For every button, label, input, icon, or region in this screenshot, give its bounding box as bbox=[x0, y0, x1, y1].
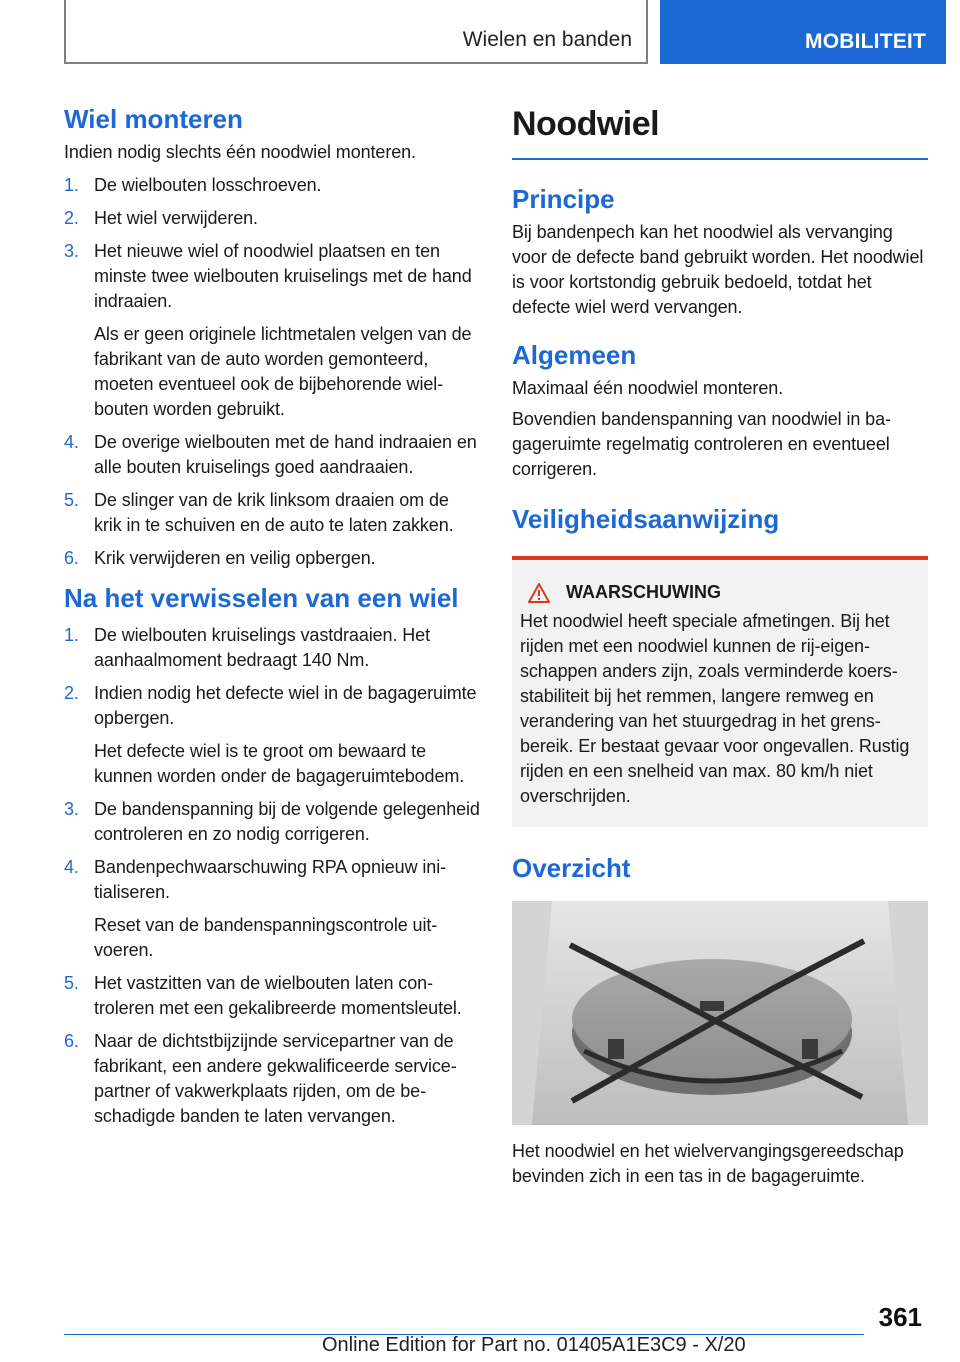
step-text: Bandenpechwaarschuwing RPA opnieuw initialiseren. bbox=[94, 857, 447, 902]
step-number: 6. bbox=[64, 1031, 79, 1051]
spare-wheel-photo bbox=[512, 901, 928, 1125]
step-text: De wielbouten losschroeven. bbox=[94, 175, 322, 195]
list-item bbox=[64, 681, 480, 789]
step-text: De slinger van de krik linksom draaien om de krik in te schuiven en de auto te laten zakken. bbox=[94, 490, 454, 535]
list-item bbox=[64, 971, 480, 1021]
step-text: De overige wielbouten met de hand indraaien en alle bouten kruiselings goed aandraaien. bbox=[94, 432, 477, 477]
footer-edition: Online Edition for Part no. 01405A1E3C9 - X/20 bbox=[322, 1334, 746, 1356]
step-number: 2. bbox=[64, 683, 79, 703]
page-title: Noodwiel bbox=[512, 105, 660, 143]
step-text: Het vastzitten van de wielbouten laten controleren met een gekalibreerde momentsleutel. bbox=[94, 973, 462, 1018]
step-note: Als er geen originele lichtmetalen velgen van de fabrikant van de auto worden gemonteerd, moeten eventueel ook de bijbehorende wielbouten worden gebruikt. bbox=[94, 324, 472, 419]
spare-wheel-illustration bbox=[512, 901, 928, 1125]
step-note: Reset van de bandenspanningscontrole uitvoeren. bbox=[94, 915, 438, 960]
step-text: Krik verwijderen en veilig opbergen. bbox=[94, 548, 376, 568]
step-number: 4. bbox=[64, 857, 79, 877]
header-chapter-tab bbox=[660, 0, 946, 64]
step-number: 2. bbox=[64, 208, 79, 228]
step-text: Het nieuwe wiel of noodwiel plaatsen en ten minste twee wielbouten kruiselings met de hand indraaien. bbox=[94, 241, 472, 311]
step-number: 1. bbox=[64, 175, 79, 195]
mount-title: Wiel monteren bbox=[64, 104, 243, 134]
mount-intro: Indien nodig slechts één noodwiel monteren. bbox=[64, 142, 416, 162]
right-column bbox=[512, 102, 928, 1189]
step-number: 5. bbox=[64, 490, 79, 510]
step-number: 4. bbox=[64, 432, 79, 452]
list-item bbox=[64, 1029, 480, 1129]
general-title: Algemeen bbox=[512, 340, 637, 370]
list-item bbox=[64, 797, 480, 847]
step-note: Het defecte wiel is te groot om bewaard te kunnen worden onder de bagageruimtebodem. bbox=[94, 741, 465, 786]
step-text: De bandenspanning bij de volgende gelegenheid controleren en zo nodig corrigeren. bbox=[94, 799, 480, 844]
step-text: Naar de dichtstbijzijnde servicepartner van de fabrikant, een andere gekwalificeerde servicepartner of vakwerkplaats rijden, om de beschadigde banden te laten vervangen. bbox=[94, 1031, 457, 1126]
list-item bbox=[64, 855, 480, 963]
header-section-box bbox=[64, 0, 648, 64]
mount-steps-list bbox=[64, 173, 480, 571]
warning-text: Het noodwiel heeft speciale afmetingen. Bij het rijden met een noodwiel kunnen de rij-eigenschappen anders zijn, zoals verminderde koersstabiliteit bij het remmen, langere remweg en verandering van het stuurgedrag in het grensbereik. Er bestaat gevaar voor ongevallen. Rustig rijden en een snelheid van max. 80 km/h niet overschrijden. bbox=[520, 611, 910, 806]
general-text-2: Bovendien bandenspanning van noodwiel in bagageruimte regelmatig controleren en eventueel corrigeren. bbox=[512, 409, 892, 479]
warning-triangle-icon bbox=[528, 583, 550, 603]
page-number: 361 bbox=[878, 1302, 922, 1332]
list-item bbox=[64, 173, 480, 198]
step-number: 3. bbox=[64, 241, 79, 261]
list-item bbox=[64, 546, 480, 571]
list-item bbox=[64, 430, 480, 480]
step-text: Het wiel verwijderen. bbox=[94, 208, 258, 228]
after-change-steps-list bbox=[64, 623, 480, 1129]
title-divider bbox=[512, 158, 928, 160]
principle-title: Principe bbox=[512, 184, 615, 214]
list-item bbox=[64, 206, 480, 231]
step-number: 6. bbox=[64, 548, 79, 568]
warning-box bbox=[512, 556, 928, 827]
overview-title: Overzicht bbox=[512, 853, 631, 883]
principle-text: Bij bandenpech kan het noodwiel als vervanging voor de defecte band gebruikt worden. Het noodwiel is voor kortstondig gebruik bedoeld, totdat het defecte wiel werd vervangen. bbox=[512, 222, 924, 317]
list-item bbox=[64, 488, 480, 538]
step-text: Indien nodig het defecte wiel in de bagageruimte opbergen. bbox=[94, 683, 477, 728]
safety-title: Veiligheidsaanwijzing bbox=[512, 504, 780, 534]
header-section-title: Wielen en banden bbox=[462, 28, 632, 51]
list-item bbox=[64, 239, 480, 422]
warning-label: WAARSCHUWING bbox=[566, 582, 721, 602]
left-column bbox=[64, 102, 480, 1137]
after-change-title: Na het verwisselen van een wiel bbox=[64, 583, 459, 613]
list-item bbox=[64, 623, 480, 673]
step-text: De wielbouten kruiselings vastdraaien. Het aanhaalmoment bedraagt 140 Nm. bbox=[94, 625, 430, 670]
step-number: 5. bbox=[64, 973, 79, 993]
header-chapter-label: MOBILITEIT bbox=[805, 30, 926, 53]
photo-caption: Het noodwiel en het wielvervangingsgereedschap bevinden zich in een tas in de bagageruimte. bbox=[512, 1141, 904, 1186]
step-number: 1. bbox=[64, 625, 79, 645]
general-text-1: Maximaal één noodwiel monteren. bbox=[512, 378, 784, 398]
step-number: 3. bbox=[64, 799, 79, 819]
